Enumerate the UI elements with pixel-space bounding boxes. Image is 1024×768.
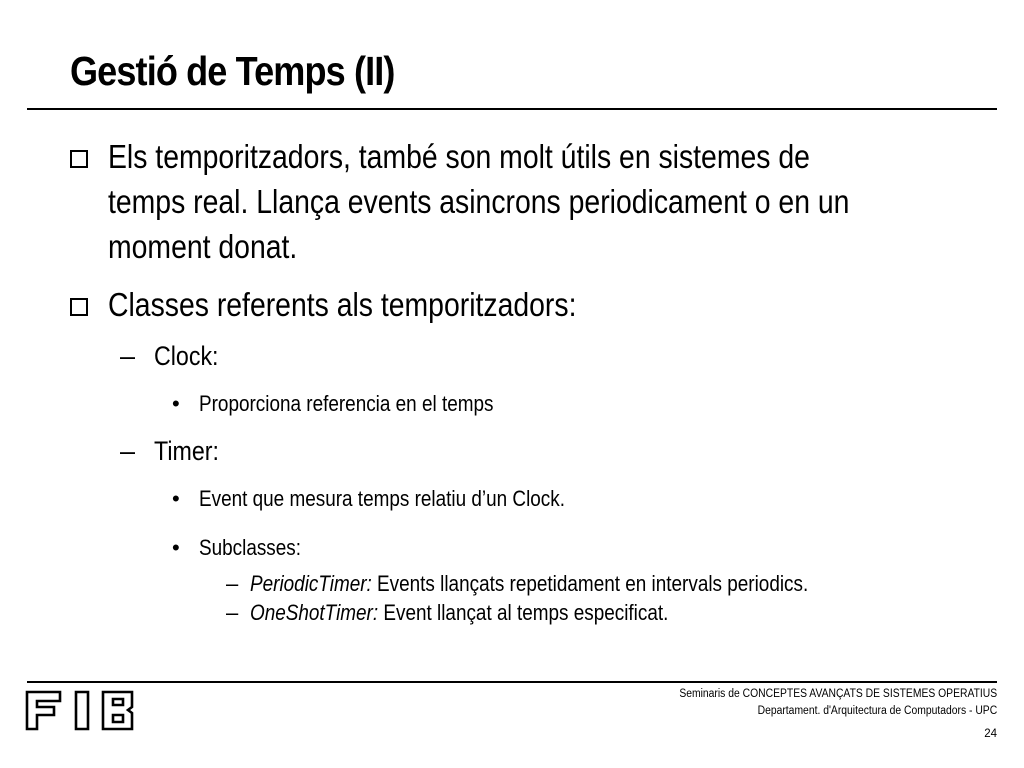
timer-label: Timer:: [154, 436, 219, 466]
subclass-periodic: [250, 571, 808, 597]
dash-icon: –: [120, 436, 136, 466]
square-bullet-icon: [70, 150, 88, 168]
footer-divider: [27, 681, 997, 683]
square-bullet-icon: [70, 298, 88, 316]
footer-course: Seminaris de CONCEPTES AVANÇATS DE SISTEMES OPERATIUS: [679, 688, 997, 700]
bullet-2-text: Classes referents als temporitzadors:: [108, 286, 577, 323]
clock-item-1: Proporciona referencia en el temps: [199, 391, 494, 416]
subclass-desc: Event llançat al temps especificat.: [378, 600, 669, 625]
subclass-desc: Events llançats repetidament en intervals periodics.: [371, 571, 809, 596]
page-number: 24: [984, 728, 997, 740]
dash-icon: –: [226, 571, 239, 596]
title-divider: [27, 108, 997, 110]
subclass-name: PeriodicTimer:: [250, 571, 372, 596]
footer-department: Departament. d'Arquitectura de Computadors - UPC: [757, 705, 997, 717]
subclass-oneshot: [250, 600, 668, 626]
fib-logo: [24, 688, 136, 732]
timer-item-2: Subclasses:: [199, 535, 302, 560]
dot-bullet-icon: •: [172, 391, 180, 416]
timer-item-1: Event que mesura temps relatiu d’un Clock.: [199, 486, 565, 511]
subclass-name: OneShotTimer:: [250, 600, 379, 625]
dash-icon: –: [120, 341, 136, 371]
slide-title: Gestió de Temps (II): [70, 48, 395, 94]
bullet-1-line-3: moment donat.: [108, 228, 298, 265]
bullet-1-line-2: temps real. Llança events asincrons periodicament o en un: [108, 183, 850, 220]
bullet-1-line-1: Els temporitzadors, també son molt útils en sistemes de: [108, 138, 810, 175]
dot-bullet-icon: •: [172, 486, 180, 511]
dot-bullet-icon: •: [172, 535, 180, 560]
dash-icon: –: [226, 600, 239, 625]
clock-label: Clock:: [154, 341, 219, 371]
